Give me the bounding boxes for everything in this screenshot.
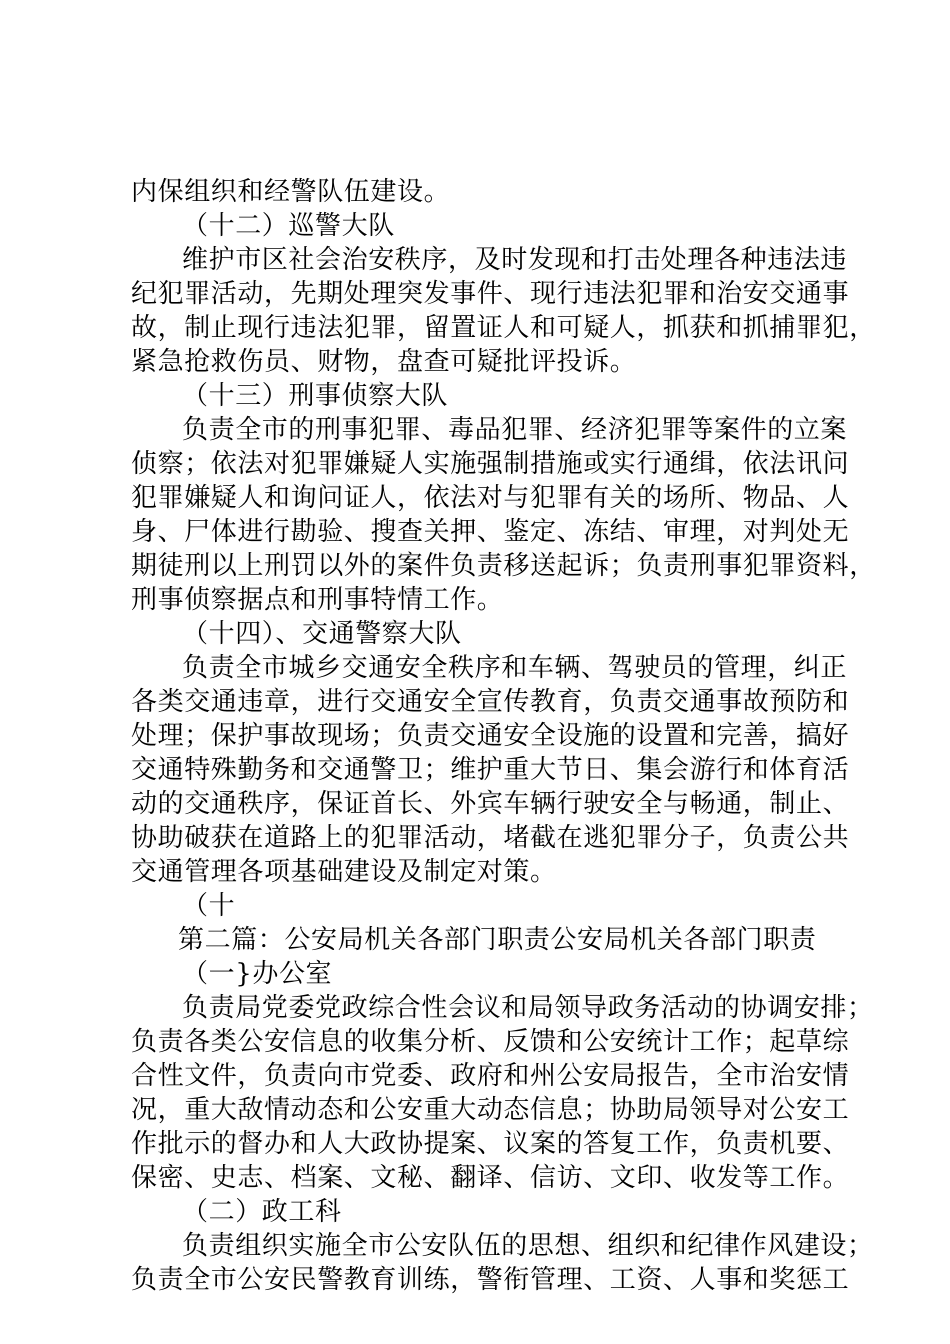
text-line: 紧急抢救伤员、财物，盘查可疑批评投诉。: [131, 347, 637, 377]
text-line: 内保组织和经警队伍建设。: [131, 177, 451, 207]
text-line: 维护市区社会治安秩序，及时发现和打击处理各种违法违: [182, 245, 848, 275]
text-line: 负责各类公安信息的收集分析、反馈和公安统计工作；起草综: [131, 1027, 850, 1057]
text-line: 协助破获在道路上的犯罪活动，堵截在逃犯罪分子，负责公共: [131, 823, 850, 853]
text-line: 保密、史志、档案、文秘、翻译、信访、文印、收发等工作。: [131, 1163, 850, 1193]
chapter-title: 第二篇：公安局机关各部门职责公安局机关各部门职责: [178, 925, 817, 955]
text-line: 各类交通违章，进行交通安全宣传教育，负责交通事故预防和: [131, 687, 850, 717]
section-heading: （十: [182, 891, 236, 921]
text-line: 负责全市公安民警教育训练，警衔管理、工资、人事和奖惩工: [131, 1265, 850, 1295]
text-line: 负责组织实施全市公安队伍的思想、组织和纪律作风建设；: [182, 1231, 874, 1261]
text-line: 况，重大敌情动态和公安重大动态信息；协助局领导对公安工: [131, 1095, 850, 1125]
text-line: 负责局党委党政综合性会议和局领导政务活动的协调安排；: [182, 993, 874, 1023]
text-line: 期徒刑以上刑罚以外的案件负责移送起诉；负责刑事犯罪资料，: [131, 551, 876, 581]
text-line: 刑事侦察据点和刑事特情工作。: [131, 585, 504, 615]
section-heading: （十三）刑事侦察大队: [182, 381, 449, 411]
text-line: 负责全市城乡交通安全秩序和车辆、驾驶员的管理，纠正: [182, 653, 848, 683]
text-line: 身、尸体进行勘验、搜查关押、鉴定、冻结、审理，对判处无: [131, 517, 850, 547]
text-line: 故，制止现行违法犯罪，留置证人和可疑人，抓获和抓捕罪犯，: [131, 313, 876, 343]
section-heading: （十二）巡警大队: [182, 211, 395, 241]
section-heading: （二）政工科: [182, 1197, 342, 1227]
text-line: 负责全市的刑事犯罪、毒品犯罪、经济犯罪等案件的立案: [182, 415, 848, 445]
text-line: 交通特殊勤务和交通警卫；维护重大节日、集会游行和体育活: [131, 755, 850, 785]
section-heading: （一}办公室: [182, 959, 333, 989]
text-line: 犯罪嫌疑人和询问证人，依法对与犯罪有关的场所、物品、人: [131, 483, 850, 513]
text-line: 交通管理各项基础建设及制定对策。: [131, 857, 557, 887]
text-line: 纪犯罪活动，先期处理突发事件、现行违法犯罪和治安交通事: [131, 279, 850, 309]
section-heading: （十四）、交通警察大队: [182, 619, 462, 649]
text-line: 侦察；依法对犯罪嫌疑人实施强制措施或实行通缉，依法讯问: [131, 449, 850, 479]
text-line: 处理；保护事故现场；负责交通安全设施的设置和完善，搞好: [131, 721, 850, 751]
text-line: 合性文件，负责向市党委、政府和州公安局报告，全市治安情: [131, 1061, 850, 1091]
text-line: 动的交通秩序，保证首长、外宾车辆行驶安全与畅通，制止、: [131, 789, 850, 819]
text-line: 作批示的督办和人大政协提案、议案的答复工作，负责机要、: [131, 1129, 850, 1159]
